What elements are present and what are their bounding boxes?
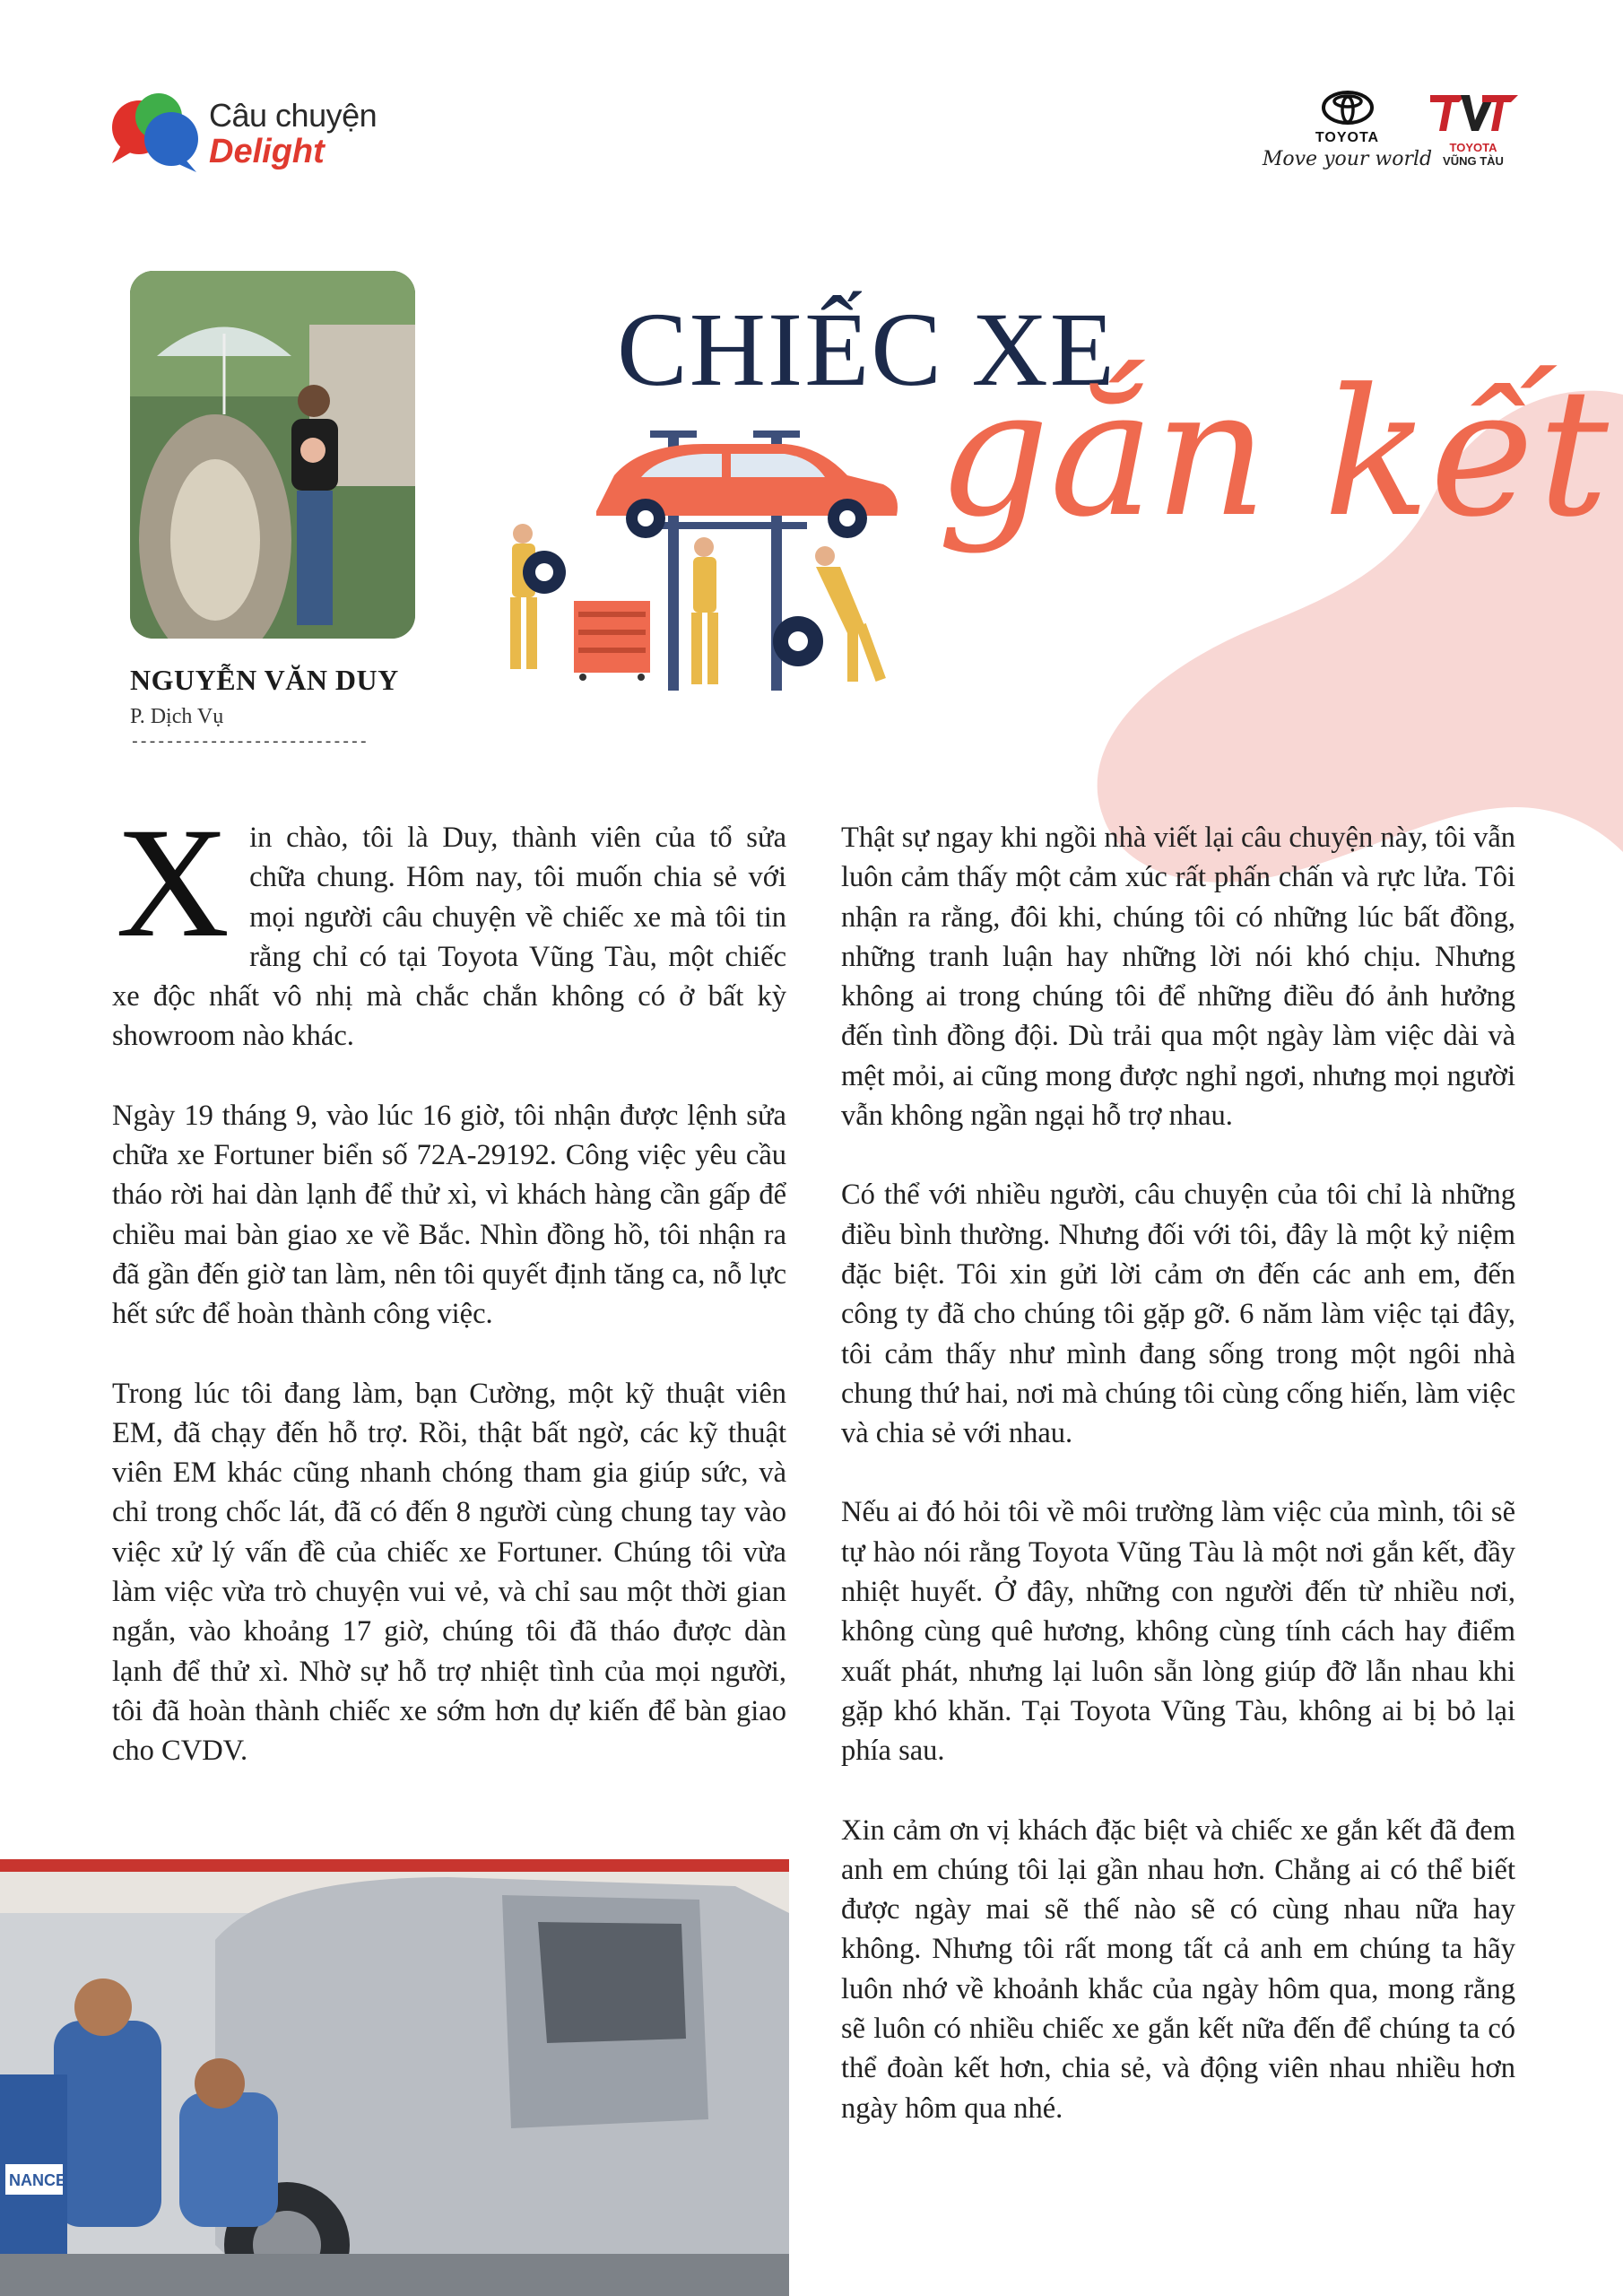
tvt-monogram-icon <box>1427 90 1520 136</box>
toyota-emblem-icon <box>1321 90 1375 126</box>
brand-title-line2: Delight <box>209 133 325 170</box>
dealer-label-line2: VŨNG TÀU <box>1443 154 1504 168</box>
article-paragraph: Thật sự ngay khi ngồi nhà viết lại câu chuyện này, tôi vẫn luôn cảm thấy một cảm xúc rất phấn chấn và rực lửa. Tôi nhận ra rằng, đôi khi, chúng tôi có những lúc bất đồng, những tranh luận hay những lời nói khó chịu. Nhưng không ai trong chúng tôi để những điều đó ảnh hưởng đến tình đồng đội. Dù trải qua một ngày làm việc dài và mệt mỏi, ai cũng mong được nghỉ ngơi, nhưng mọi người vẫn không ngần ngại hỗ trợ nhau. <box>841 822 1515 1133</box>
article-paragraph: Có thể với nhiều người, câu chuyện của tôi chỉ là những điều bình thường. Nhưng đối với tôi, đây là một kỷ niệm đặc biệt. Tôi xin gửi lời cảm ơn đến các anh em, đến công ty đã cho chúng tôi gặp gỡ. 6 năm làm việc tại đây, tôi cảm thấy như mình đang sống trong một ngôi nhà chung thứ hai, nơi mà chúng tôi cùng cống hiến, làm việc và chia sẻ với nhau. <box>841 1178 1515 1450</box>
car-lift-illustration <box>489 422 942 709</box>
cau-chuyen-delight-logo <box>103 90 408 188</box>
brand-title-line1: Câu chuyện <box>209 97 378 134</box>
author-portrait <box>130 271 415 639</box>
article-title-line1: CHIẾC XE <box>617 291 1116 408</box>
article-title-line2: gắn kết <box>937 352 1609 556</box>
article-column-left <box>112 796 786 1811</box>
author-name: NGUYỄN VĂN DUY <box>130 664 399 696</box>
drop-cap: X <box>116 796 230 970</box>
speech-bubbles-icon <box>103 90 206 175</box>
article-paragraph <box>112 796 786 1057</box>
toyota-tagline: Move your world <box>1262 148 1433 170</box>
toyota-wordmark: TOYOTA <box>1315 130 1380 145</box>
toyota-logo <box>1260 90 1435 179</box>
article-column-right <box>841 818 1515 2168</box>
author-department: P. Dịch Vụ <box>130 705 224 728</box>
toyota-vung-tau-logo <box>1424 90 1523 179</box>
article-paragraph: Trong lúc tôi đang làm, bạn Cường, một kỹ thuật viên EM, đã chạy đến hỗ trợ. Rồi, thật bất ngờ, các kỹ thuật viên EM khác cũng nhanh chóng tham gia giúp sức, và chỉ trong chốc lát, đã có đến 8 người cùng chung tay vào việc xử lý vấn đề của chiếc xe Fortuner. Chúng tôi vừa làm việc vừa trò chuyện vui vẻ, và chỉ sau một thời gian ngắn, vào khoảng 17 giờ, chúng tôi đã tháo được dàn lạnh để thử xì. Nhờ sự hỗ trợ nhiệt tình của mọi người, tôi đã hoàn thành chiếc xe sớm hơn dự kiến để bàn giao cho CVDV. <box>112 1377 786 1768</box>
article-paragraph: Xin cảm ơn vị khách đặc biệt và chiếc xe gắn kết đã đem anh em chúng tôi lại gần nhau hơn. Chẳng ai có thể biết được ngày mai sẽ thế nào sẽ có cùng nhau nữa hay không. Nhưng tôi rất mong tất cả anh em chúng ta hãy luôn nhớ về khoảnh khắc của ngày hôm qua, mong rằng sẽ luôn có nhiều chiếc xe gắn kết nữa đến để chúng ta có thể đoàn kết hơn, chia sẻ, và động viên nhau nhiều hơn ngày hôm qua nhé. <box>841 1813 1515 2125</box>
uniform-label: NANCE <box>9 2171 67 2189</box>
workshop-photo <box>0 1859 789 2296</box>
article-paragraph: Ngày 19 tháng 9, vào lúc 16 giờ, tôi nhận được lệnh sửa chữa xe Fortuner biển số 72A-29192. Công việc yêu cầu tháo rời hai dàn lạnh để thử xì, vì khách hàng cần gấp để chiều mai bàn giao xe về Bắc. Nhìn đồng hồ, tôi nhận ra đã gần đến giờ tan làm, nên tôi quyết định tăng ca, nỗ lực hết sức để hoàn thành công việc. <box>112 1099 786 1331</box>
paragraph-text: in chào, tôi là Duy, thành viên của tổ sửa chữa chung. Hôm nay, tôi muốn chia sẻ với mọi người câu chuyện về chiếc xe mà tôi tin rằng chỉ có tại Toyota Vũng Tàu, một chiếc xe độc nhất vô nhị mà chắc chắn không có ở bất kỳ showroom nào khác. <box>112 822 786 1053</box>
article-paragraph: Nếu ai đó hỏi tôi về môi trường làm việc của mình, tôi sẽ tự hào nói rằng Toyota Vũng Tàu là một nơi gắn kết, đầy nhiệt huyết. Ở đây, những con người đến từ nhiều nơi, không cùng quê hương, không cùng tính cách hay điểm xuất phát, nhưng lại luôn sẵn lòng giúp đỡ lẫn nhau khi gặp khó khăn. Tại Toyota Vũng Tàu, không ai bị bỏ lại phía sau. <box>841 1496 1515 1768</box>
author-divider: --------------------------- <box>130 734 368 752</box>
dealer-label-line1: TOYOTA <box>1449 141 1497 154</box>
